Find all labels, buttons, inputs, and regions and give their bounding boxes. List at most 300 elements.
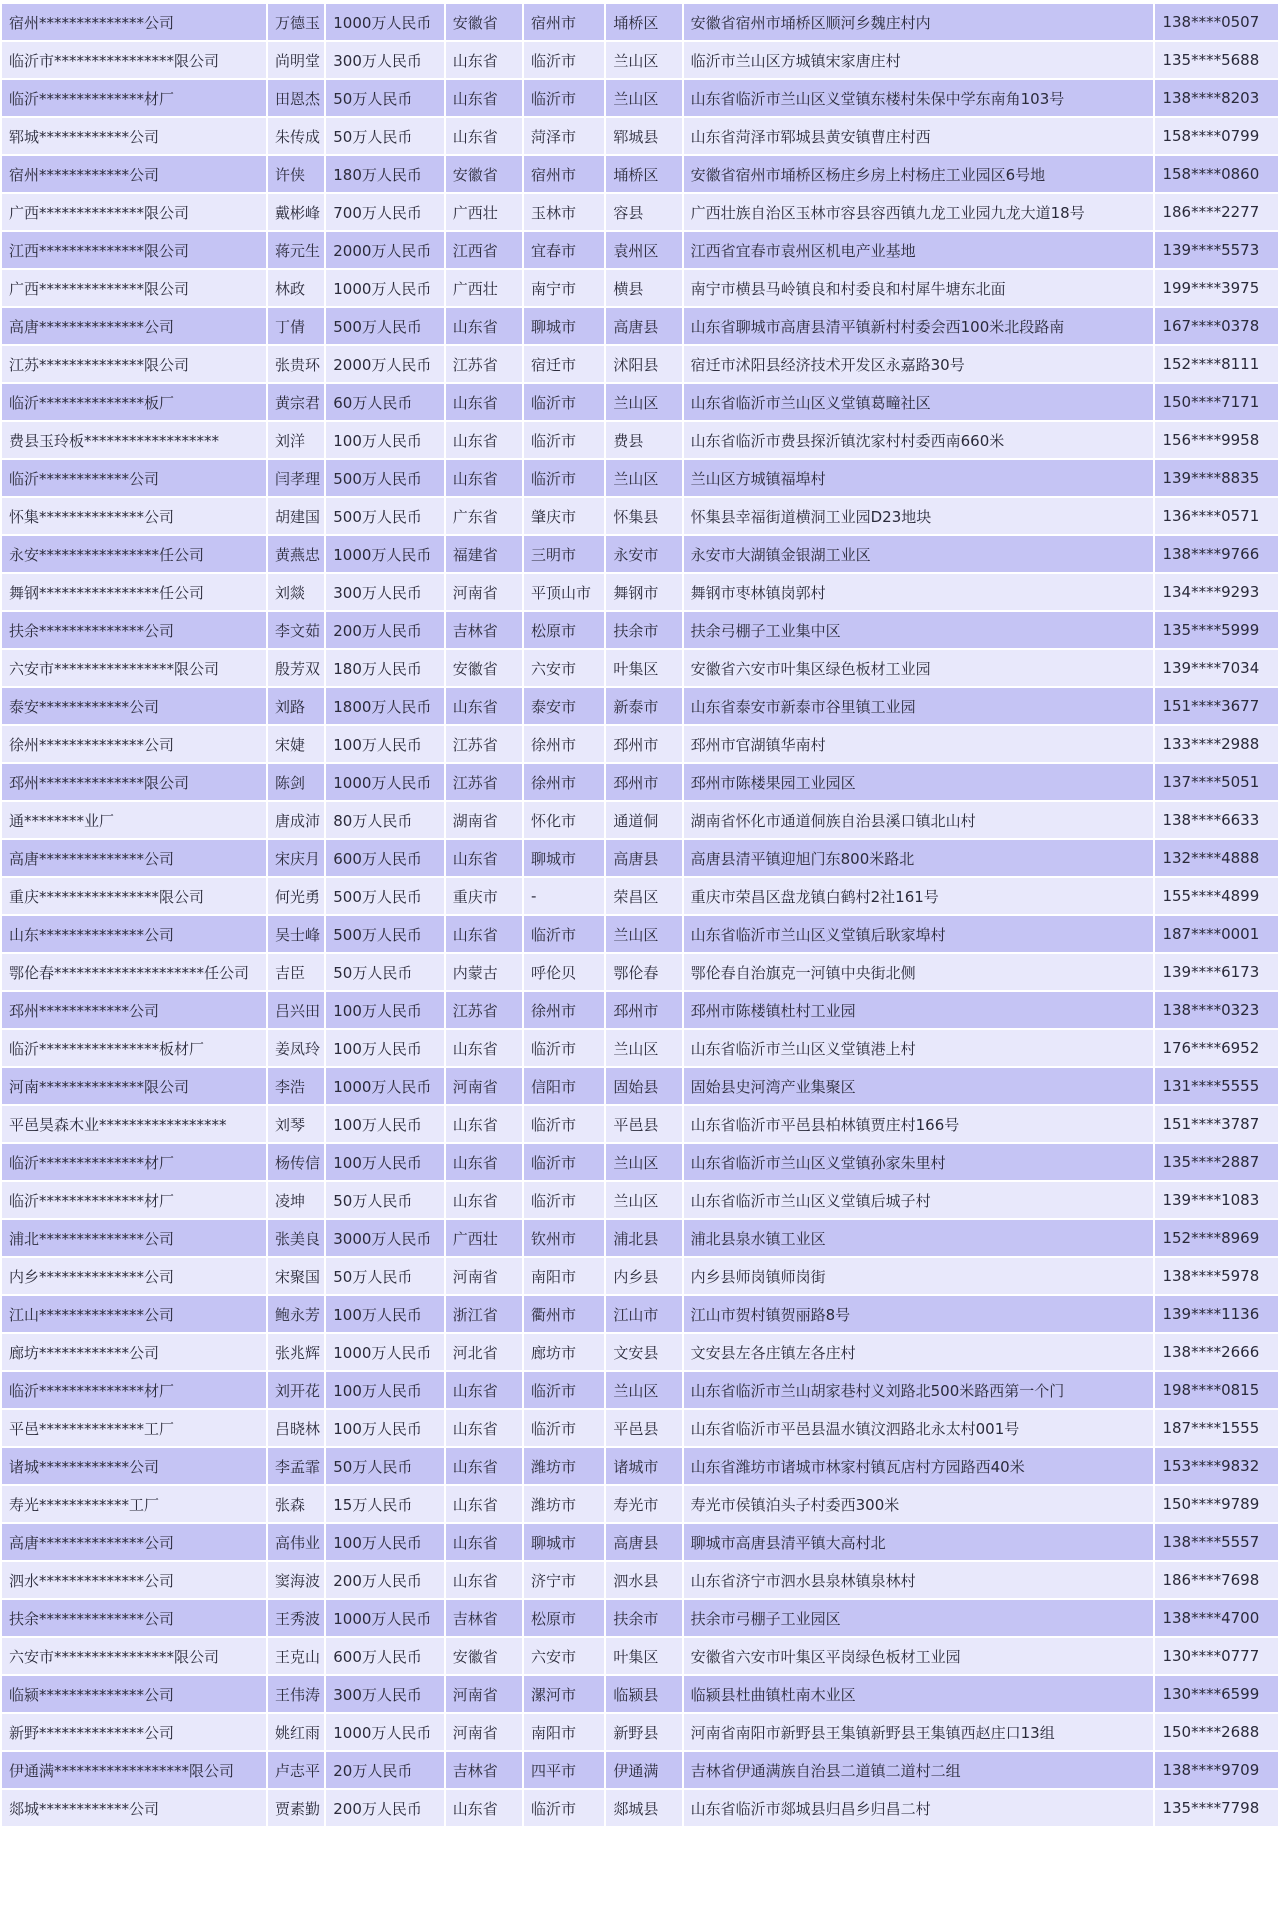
company-name-cell: 邳州**************限公司: [2, 764, 266, 800]
province-cell: 河北省: [446, 1334, 522, 1370]
contact-person-cell: 宋庆月: [268, 840, 324, 876]
registered-capital-cell: 1000万人民币: [326, 1600, 443, 1636]
district-cell: 永安市: [606, 536, 681, 572]
table-row: [2, 612, 1278, 648]
table-row: [2, 916, 1278, 952]
city-cell: 临沂市: [524, 384, 604, 420]
district-cell: 平邑县: [606, 1106, 681, 1142]
city-cell: 徐州市: [524, 992, 604, 1028]
registered-capital-cell: 200万人民币: [326, 1562, 443, 1598]
city-cell: 平顶山市: [524, 574, 604, 610]
company-name-cell: 郓城************公司: [2, 118, 266, 154]
province-cell: 福建省: [446, 536, 522, 572]
province-cell: 河南省: [446, 1068, 522, 1104]
city-cell: 临沂市: [524, 1144, 604, 1180]
contact-person-cell: 林政: [268, 270, 324, 306]
table-row: [2, 1334, 1278, 1370]
address-cell: 湖南省怀化市通道侗族自治县溪口镇北山村: [684, 802, 1154, 838]
table-row: [2, 1562, 1278, 1598]
district-cell: 邳州市: [606, 726, 681, 762]
province-cell: 吉林省: [446, 1752, 522, 1788]
phone-cell: 155****4899: [1155, 878, 1278, 914]
registered-capital-cell: 700万人民币: [326, 194, 443, 230]
phone-cell: 152****8969: [1155, 1220, 1278, 1256]
district-cell: 新野县: [606, 1714, 681, 1750]
district-cell: 荣昌区: [606, 878, 681, 914]
province-cell: 山东省: [446, 1486, 522, 1522]
province-cell: 河南省: [446, 1714, 522, 1750]
province-cell: 山东省: [446, 916, 522, 952]
contact-person-cell: 陈剑: [268, 764, 324, 800]
table-row: [2, 992, 1278, 1028]
registered-capital-cell: 1000万人民币: [326, 1334, 443, 1370]
table-row: [2, 422, 1278, 458]
registered-capital-cell: 60万人民币: [326, 384, 443, 420]
contact-person-cell: 蒋元生: [268, 232, 324, 268]
registered-capital-cell: 2000万人民币: [326, 346, 443, 382]
province-cell: 山东省: [446, 80, 522, 116]
district-cell: 兰山区: [606, 1030, 681, 1066]
address-cell: 内乡县师岗镇师岗街: [684, 1258, 1154, 1294]
city-cell: 徐州市: [524, 764, 604, 800]
table-row: [2, 840, 1278, 876]
registered-capital-cell: 100万人民币: [326, 1524, 443, 1560]
company-name-cell: 费县玉玲板******************: [2, 422, 266, 458]
address-cell: 安徽省宿州市埇桥区杨庄乡房上村杨庄工业园区6号地: [684, 156, 1154, 192]
contact-person-cell: 黄宗君: [268, 384, 324, 420]
province-cell: 吉林省: [446, 612, 522, 648]
address-cell: 怀集县幸福街道横洞工业园D23地块: [684, 498, 1154, 534]
registered-capital-cell: 100万人民币: [326, 726, 443, 762]
company-name-cell: 临沂**************材厂: [2, 1372, 266, 1408]
district-cell: 高唐县: [606, 308, 681, 344]
city-cell: 廊坊市: [524, 1334, 604, 1370]
table-row: [2, 232, 1278, 268]
registered-capital-cell: 20万人民币: [326, 1752, 443, 1788]
contact-person-cell: 吕兴田: [268, 992, 324, 1028]
company-name-cell: 河南**************限公司: [2, 1068, 266, 1104]
table-row: [2, 42, 1278, 78]
address-cell: 邳州市官湖镇华南村: [684, 726, 1154, 762]
address-cell: 山东省临沂市兰山区义堂镇东楼村朱保中学东南角103号: [684, 80, 1154, 116]
province-cell: 安徽省: [446, 1638, 522, 1674]
city-cell: 呼伦贝: [524, 954, 604, 990]
company-name-cell: 平邑**************工厂: [2, 1410, 266, 1446]
district-cell: 兰山区: [606, 1372, 681, 1408]
address-cell: 聊城市高唐县清平镇大高村北: [684, 1524, 1154, 1560]
registered-capital-cell: 15万人民币: [326, 1486, 443, 1522]
address-cell: 安徽省六安市叶集区绿色板材工业园: [684, 650, 1154, 686]
city-cell: 临沂市: [524, 1182, 604, 1218]
registered-capital-cell: 500万人民币: [326, 878, 443, 914]
table-row: [2, 536, 1278, 572]
registered-capital-cell: 100万人民币: [326, 1372, 443, 1408]
phone-cell: 187****1555: [1155, 1410, 1278, 1446]
city-cell: 信阳市: [524, 1068, 604, 1104]
table-row: [2, 1258, 1278, 1294]
phone-cell: 135****7798: [1155, 1790, 1278, 1826]
province-cell: 山东省: [446, 384, 522, 420]
company-name-cell: 郯城************公司: [2, 1790, 266, 1826]
registered-capital-cell: 1000万人民币: [326, 1714, 443, 1750]
city-cell: 松原市: [524, 612, 604, 648]
registered-capital-cell: 100万人民币: [326, 1030, 443, 1066]
registered-capital-cell: 500万人民币: [326, 916, 443, 952]
registered-capital-cell: 50万人民币: [326, 954, 443, 990]
district-cell: 横县: [606, 270, 681, 306]
city-cell: 南宁市: [524, 270, 604, 306]
city-cell: 宿迁市: [524, 346, 604, 382]
city-cell: 六安市: [524, 1638, 604, 1674]
address-cell: 山东省聊城市高唐县清平镇新村村委会西100米北段路南: [684, 308, 1154, 344]
district-cell: 文安县: [606, 1334, 681, 1370]
city-cell: 临沂市: [524, 1790, 604, 1826]
phone-cell: 176****6952: [1155, 1030, 1278, 1066]
address-cell: 固始县史河湾产业集聚区: [684, 1068, 1154, 1104]
contact-person-cell: 朱传成: [268, 118, 324, 154]
address-cell: 扶余市弓棚子工业园区: [684, 1600, 1154, 1636]
registered-capital-cell: 1000万人民币: [326, 764, 443, 800]
registered-capital-cell: 200万人民币: [326, 612, 443, 648]
city-cell: 三明市: [524, 536, 604, 572]
district-cell: 郓城县: [606, 118, 681, 154]
registered-capital-cell: 1000万人民币: [326, 1068, 443, 1104]
table-row: [2, 194, 1278, 230]
contact-person-cell: 万德玉: [268, 4, 324, 40]
company-name-cell: 高唐**************公司: [2, 840, 266, 876]
company-name-cell: 廊坊************公司: [2, 1334, 266, 1370]
phone-cell: 139****5573: [1155, 232, 1278, 268]
company-name-cell: 泰安************公司: [2, 688, 266, 724]
phone-cell: 138****9709: [1155, 1752, 1278, 1788]
company-name-cell: 宿州**************公司: [2, 4, 266, 40]
table-row: [2, 1524, 1278, 1560]
province-cell: 广东省: [446, 498, 522, 534]
district-cell: 舞钢市: [606, 574, 681, 610]
registered-capital-cell: 1800万人民币: [326, 688, 443, 724]
district-cell: 通道侗: [606, 802, 681, 838]
phone-cell: 151****3677: [1155, 688, 1278, 724]
city-cell: 钦州市: [524, 1220, 604, 1256]
address-cell: 寿光市侯镇泊头子村委西300米: [684, 1486, 1154, 1522]
district-cell: 内乡县: [606, 1258, 681, 1294]
province-cell: 浙江省: [446, 1296, 522, 1332]
province-cell: 山东省: [446, 308, 522, 344]
registered-capital-cell: 1000万人民币: [326, 536, 443, 572]
company-name-cell: 伊通满******************限公司: [2, 1752, 266, 1788]
contact-person-cell: 刘开花: [268, 1372, 324, 1408]
contact-person-cell: 高伟业: [268, 1524, 324, 1560]
province-cell: 山东省: [446, 688, 522, 724]
district-cell: 埇桥区: [606, 4, 681, 40]
contact-person-cell: 刘琴: [268, 1106, 324, 1142]
district-cell: 江山市: [606, 1296, 681, 1332]
registered-capital-cell: 100万人民币: [326, 1144, 443, 1180]
address-cell: 临颍县杜曲镇杜南木业区: [684, 1676, 1154, 1712]
company-name-cell: 扶余**************公司: [2, 612, 266, 648]
city-cell: 潍坊市: [524, 1486, 604, 1522]
registered-capital-cell: 500万人民币: [326, 308, 443, 344]
registered-capital-cell: 180万人民币: [326, 650, 443, 686]
company-name-cell: 江山**************公司: [2, 1296, 266, 1332]
table-row: [2, 954, 1278, 990]
contact-person-cell: 卢志平: [268, 1752, 324, 1788]
address-cell: 舞钢市枣林镇岗郭村: [684, 574, 1154, 610]
province-cell: 广西壮: [446, 270, 522, 306]
phone-cell: 150****7171: [1155, 384, 1278, 420]
company-name-cell: 临沂**************板厂: [2, 384, 266, 420]
city-cell: 宿州市: [524, 156, 604, 192]
province-cell: 江苏省: [446, 726, 522, 762]
phone-cell: 139****7034: [1155, 650, 1278, 686]
company-name-cell: 临沂**************材厂: [2, 80, 266, 116]
address-cell: 重庆市荣昌区盘龙镇白鹤村2社161号: [684, 878, 1154, 914]
address-cell: 江山市贺村镇贺丽路8号: [684, 1296, 1154, 1332]
phone-cell: 186****2277: [1155, 194, 1278, 230]
province-cell: 山东省: [446, 460, 522, 496]
phone-cell: 199****3975: [1155, 270, 1278, 306]
phone-cell: 138****0507: [1155, 4, 1278, 40]
city-cell: 聊城市: [524, 1524, 604, 1560]
district-cell: 邳州市: [606, 992, 681, 1028]
registered-capital-cell: 100万人民币: [326, 422, 443, 458]
table-row: [2, 1144, 1278, 1180]
phone-cell: 130****6599: [1155, 1676, 1278, 1712]
phone-cell: 152****8111: [1155, 346, 1278, 382]
phone-cell: 137****5051: [1155, 764, 1278, 800]
province-cell: 江苏省: [446, 346, 522, 382]
district-cell: 浦北县: [606, 1220, 681, 1256]
city-cell: 潍坊市: [524, 1448, 604, 1484]
company-name-cell: 临沂**************材厂: [2, 1144, 266, 1180]
province-cell: 山东省: [446, 1410, 522, 1446]
company-name-cell: 内乡**************公司: [2, 1258, 266, 1294]
registered-capital-cell: 1000万人民币: [326, 270, 443, 306]
district-cell: 沭阳县: [606, 346, 681, 382]
province-cell: 广西壮: [446, 194, 522, 230]
table-row: [2, 1030, 1278, 1066]
phone-cell: 135****5688: [1155, 42, 1278, 78]
registered-capital-cell: 50万人民币: [326, 80, 443, 116]
city-cell: 南阳市: [524, 1258, 604, 1294]
contact-person-cell: 殷芳双: [268, 650, 324, 686]
company-name-cell: 浦北**************公司: [2, 1220, 266, 1256]
address-cell: 兰山区方城镇福埠村: [684, 460, 1154, 496]
address-cell: 安徽省六安市叶集区平岗绿色板材工业园: [684, 1638, 1154, 1674]
phone-cell: 139****6173: [1155, 954, 1278, 990]
company-name-cell: 广西**************限公司: [2, 270, 266, 306]
phone-cell: 138****8203: [1155, 80, 1278, 116]
phone-cell: 158****0860: [1155, 156, 1278, 192]
table-row: [2, 1182, 1278, 1218]
contact-person-cell: 李文茹: [268, 612, 324, 648]
contact-person-cell: 姜凤玲: [268, 1030, 324, 1066]
table-row: [2, 346, 1278, 382]
city-cell: 临沂市: [524, 1106, 604, 1142]
company-name-cell: 六安市****************限公司: [2, 650, 266, 686]
province-cell: 山东省: [446, 1790, 522, 1826]
phone-cell: 132****4888: [1155, 840, 1278, 876]
table-row: [2, 1220, 1278, 1256]
phone-cell: 167****0378: [1155, 308, 1278, 344]
province-cell: 吉林省: [446, 1600, 522, 1636]
company-name-cell: 高唐**************公司: [2, 1524, 266, 1560]
address-cell: 吉林省伊通满族自治县二道镇二道村二组: [684, 1752, 1154, 1788]
contact-person-cell: 何光勇: [268, 878, 324, 914]
province-cell: 重庆市: [446, 878, 522, 914]
province-cell: 江苏省: [446, 764, 522, 800]
phone-cell: 139****1136: [1155, 1296, 1278, 1332]
province-cell: 江西省: [446, 232, 522, 268]
company-name-cell: 怀集**************公司: [2, 498, 266, 534]
province-cell: 山东省: [446, 840, 522, 876]
address-cell: 山东省临沂市费县探沂镇沈家村村委西南660米: [684, 422, 1154, 458]
registered-capital-cell: 500万人民币: [326, 460, 443, 496]
phone-cell: 150****9789: [1155, 1486, 1278, 1522]
province-cell: 河南省: [446, 1258, 522, 1294]
phone-cell: 153****9832: [1155, 1448, 1278, 1484]
address-cell: 山东省临沂市兰山区义堂镇后城子村: [684, 1182, 1154, 1218]
address-cell: 山东省潍坊市诸城市林家村镇瓦店村方园路西40米: [684, 1448, 1154, 1484]
contact-person-cell: 戴彬峰: [268, 194, 324, 230]
province-cell: 广西壮: [446, 1220, 522, 1256]
district-cell: 兰山区: [606, 1144, 681, 1180]
table-row: [2, 118, 1278, 154]
contact-person-cell: 鲍永芳: [268, 1296, 324, 1332]
table-row: [2, 1068, 1278, 1104]
district-cell: 叶集区: [606, 1638, 681, 1674]
phone-cell: 139****8835: [1155, 460, 1278, 496]
province-cell: 山东省: [446, 1182, 522, 1218]
table-row: [2, 1714, 1278, 1750]
phone-cell: 187****0001: [1155, 916, 1278, 952]
city-cell: 肇庆市: [524, 498, 604, 534]
registered-capital-cell: 50万人民币: [326, 118, 443, 154]
city-cell: -: [524, 878, 604, 914]
address-cell: 山东省临沂市兰山区义堂镇港上村: [684, 1030, 1154, 1066]
registered-capital-cell: 200万人民币: [326, 1790, 443, 1826]
phone-cell: 151****3787: [1155, 1106, 1278, 1142]
registered-capital-cell: 100万人民币: [326, 1296, 443, 1332]
city-cell: 临沂市: [524, 460, 604, 496]
phone-cell: 138****2666: [1155, 1334, 1278, 1370]
city-cell: 临沂市: [524, 42, 604, 78]
company-name-cell: 江苏**************限公司: [2, 346, 266, 382]
table-row: [2, 726, 1278, 762]
address-cell: 安徽省宿州市埇桥区顺河乡魏庄村内: [684, 4, 1154, 40]
address-cell: 山东省临沂市平邑县温水镇汶泗路北永太村001号: [684, 1410, 1154, 1446]
table-row: [2, 1676, 1278, 1712]
contact-person-cell: 李孟霏: [268, 1448, 324, 1484]
district-cell: 兰山区: [606, 384, 681, 420]
table-row: [2, 308, 1278, 344]
city-cell: 宿州市: [524, 4, 604, 40]
contact-person-cell: 尚明堂: [268, 42, 324, 78]
district-cell: 郯城县: [606, 1790, 681, 1826]
contact-person-cell: 杨传信: [268, 1144, 324, 1180]
address-cell: 山东省菏泽市郓城县黄安镇曹庄村西: [684, 118, 1154, 154]
district-cell: 高唐县: [606, 840, 681, 876]
registered-capital-cell: 100万人民币: [326, 1410, 443, 1446]
address-cell: 山东省临沂市平邑县柏林镇贾庄村166号: [684, 1106, 1154, 1142]
address-cell: 邳州市陈楼镇杜村工业园: [684, 992, 1154, 1028]
address-cell: 扶余弓棚子工业集中区: [684, 612, 1154, 648]
phone-cell: 131****5555: [1155, 1068, 1278, 1104]
contact-person-cell: 贾素勤: [268, 1790, 324, 1826]
province-cell: 河南省: [446, 574, 522, 610]
address-cell: 广西壮族自治区玉林市容县容西镇九龙工业园九龙大道18号: [684, 194, 1154, 230]
table-row: [2, 1296, 1278, 1332]
company-name-cell: 平邑昊森木业*****************: [2, 1106, 266, 1142]
registered-capital-cell: 300万人民币: [326, 574, 443, 610]
contact-person-cell: 张美良: [268, 1220, 324, 1256]
city-cell: 临沂市: [524, 1372, 604, 1408]
contact-person-cell: 宋聚国: [268, 1258, 324, 1294]
registered-capital-cell: 300万人民币: [326, 1676, 443, 1712]
district-cell: 兰山区: [606, 460, 681, 496]
contact-person-cell: 黄燕忠: [268, 536, 324, 572]
province-cell: 山东省: [446, 1106, 522, 1142]
company-name-cell: 山东**************公司: [2, 916, 266, 952]
registered-capital-cell: 180万人民币: [326, 156, 443, 192]
contact-person-cell: 张贵环: [268, 346, 324, 382]
registered-capital-cell: 80万人民币: [326, 802, 443, 838]
district-cell: 叶集区: [606, 650, 681, 686]
phone-cell: 138****6633: [1155, 802, 1278, 838]
city-cell: 临沂市: [524, 80, 604, 116]
table-row: [2, 688, 1278, 724]
phone-cell: 130****0777: [1155, 1638, 1278, 1674]
district-cell: 固始县: [606, 1068, 681, 1104]
city-cell: 临沂市: [524, 1030, 604, 1066]
city-cell: 衢州市: [524, 1296, 604, 1332]
city-cell: 松原市: [524, 1600, 604, 1636]
company-name-cell: 邳州************公司: [2, 992, 266, 1028]
registered-capital-cell: 100万人民币: [326, 1106, 443, 1142]
table-row: [2, 878, 1278, 914]
contact-person-cell: 窦海波: [268, 1562, 324, 1598]
table-row: [2, 1486, 1278, 1522]
company-name-cell: 泗水**************公司: [2, 1562, 266, 1598]
address-cell: 山东省临沂市郯城县归昌乡归昌二村: [684, 1790, 1154, 1826]
district-cell: 诸城市: [606, 1448, 681, 1484]
district-cell: 怀集县: [606, 498, 681, 534]
district-cell: 平邑县: [606, 1410, 681, 1446]
phone-cell: 138****5557: [1155, 1524, 1278, 1560]
address-cell: 南宁市横县马岭镇良和村委良和村犀牛塘东北面: [684, 270, 1154, 306]
company-name-cell: 永安****************任公司: [2, 536, 266, 572]
phone-cell: 134****9293: [1155, 574, 1278, 610]
table-row: [2, 764, 1278, 800]
district-cell: 扶余市: [606, 612, 681, 648]
phone-cell: 139****1083: [1155, 1182, 1278, 1218]
company-name-cell: 舞钢****************任公司: [2, 574, 266, 610]
table-row: [2, 156, 1278, 192]
city-cell: 四平市: [524, 1752, 604, 1788]
province-cell: 河南省: [446, 1676, 522, 1712]
table-row: [2, 80, 1278, 116]
company-name-cell: 寿光************工厂: [2, 1486, 266, 1522]
province-cell: 山东省: [446, 1030, 522, 1066]
table-row: [2, 4, 1278, 40]
province-cell: 山东省: [446, 1562, 522, 1598]
company-name-cell: 临沂****************板材厂: [2, 1030, 266, 1066]
registered-capital-cell: 50万人民币: [326, 1448, 443, 1484]
registered-capital-cell: 300万人民币: [326, 42, 443, 78]
company-name-cell: 扶余**************公司: [2, 1600, 266, 1636]
company-name-cell: 临沂************公司: [2, 460, 266, 496]
contact-person-cell: 王伟涛: [268, 1676, 324, 1712]
